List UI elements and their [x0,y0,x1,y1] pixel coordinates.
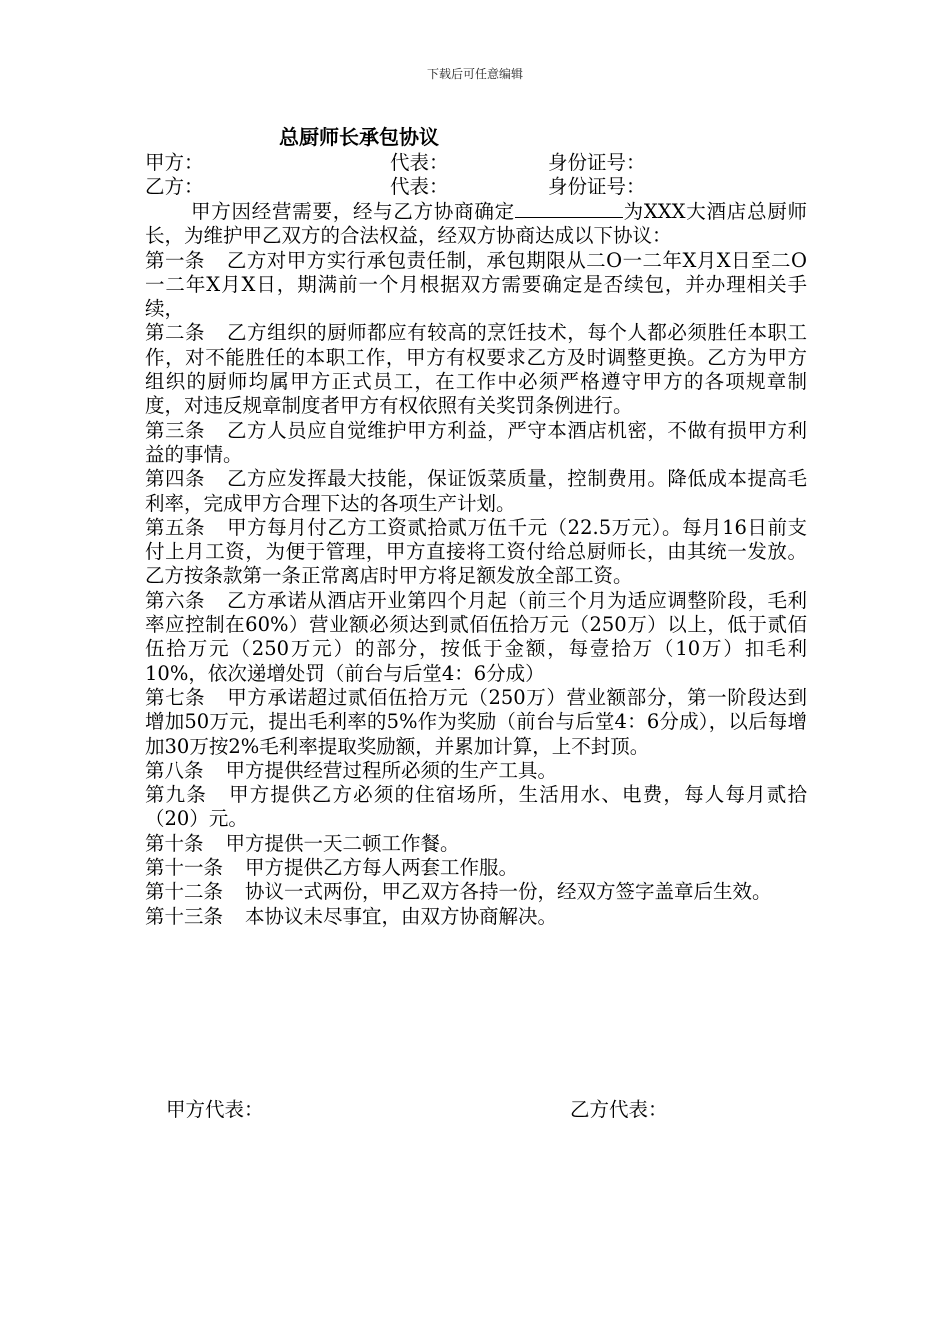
page-header-note: 下载后可任意编辑 [426,67,523,81]
article-label: 第二条 [145,321,206,345]
article-label: 第六条 [145,588,206,612]
article-text: 协议一式两份，甲乙双方各持一份，经双方签字盖章后生效。 [245,880,772,904]
intro-paragraph [145,198,807,249]
article-label: 第七条 [145,685,206,709]
party-a-rep-label: 代表： [390,151,449,174]
party-a-id-label: 身份证号： [548,151,646,174]
article-6 [145,589,807,686]
article-label: 第八条 [145,758,204,782]
article-1 [145,249,807,322]
intro-text-after: 为XXX大酒店总厨师长，为维护甲乙双方的合法权益，经双方协商达成以下协议： [145,200,807,248]
article-text: 乙方对甲方实行承包责任制，承包期限从二O一二年X月X日至二O一二年X月X日，期满前一个月根据双方需要确定是否续包，并办理相关手续， [145,248,807,321]
article-label: 第四条 [145,467,206,491]
article-2 [145,321,807,418]
agreement-body [145,198,807,929]
article-5 [145,516,807,589]
party-b-rep-label: 代表： [390,175,449,198]
party-b-signature-label: 乙方代表： [570,1098,668,1121]
article-10 [145,832,807,856]
article-label: 第十条 [145,831,204,855]
article-text: 乙方应发挥最大技能，保证饭菜质量，控制费用。降低成本提高毛利率，完成甲方合理下达的各项生产计划。 [145,467,807,515]
intro-text-before: 甲方因经营需要，经与乙方协商确定 [191,200,515,223]
document-title: 总厨师长承包协议 [279,125,439,149]
article-12 [145,880,807,904]
party-a-label: 甲方： [145,151,204,174]
article-label: 第一条 [145,248,205,272]
article-11 [145,856,807,880]
article-7 [145,686,807,759]
article-label: 第十一条 [145,856,224,880]
article-label: 第九条 [145,783,208,807]
article-text: 甲方提供一天二顿工作餐。 [225,831,460,855]
name-blank-line [515,198,623,218]
article-label: 第五条 [145,515,206,539]
party-b-id-label: 身份证号： [548,175,646,198]
article-9 [145,783,807,832]
article-4 [145,467,807,516]
article-text: 甲方提供经营过程所必须的生产工具。 [225,758,558,782]
article-text: 甲方每月付乙方工资贰拾贰万伍千元（22.5万元）。每月16日前支付上月工资，为便于管理，甲方直接将工资付给总厨师长，由其统一发放。乙方按条款第一条正常离店时甲方将足额发放全部工资。 [145,515,807,588]
signature-row [166,1097,726,1123]
article-text: 甲方提供乙方必须的住宿场所，生活用水、电费，每人每月贰拾（20）元。 [145,783,807,831]
article-label: 第十二条 [145,880,224,904]
party-b-row [145,174,825,200]
article-text: 甲方提供乙方每人两套工作服。 [245,856,519,880]
article-text: 乙方组织的厨师都应有较高的烹饪技术，每个人都必须胜任本职工作，对不能胜任的本职工作，甲方有权要求乙方及时调整更换。乙方为甲方组织的厨师均属甲方正式员工，在工作中必须严格遵守甲方的各项规章制度，对违反规章制度者甲方有权依照有关奖罚条例进行。 [145,321,807,418]
party-a-signature-label: 甲方代表： [166,1098,264,1121]
article-text: 乙方人员应自觉维护甲方利益，严守本酒店机密，不做有损甲方利益的事情。 [145,418,807,466]
article-8 [145,759,807,783]
party-b-label: 乙方： [145,175,204,198]
article-label: 第十三条 [145,904,224,928]
article-label: 第三条 [145,418,206,442]
article-text: 甲方承诺超过贰佰伍拾万元（250万）营业额部分，第一阶段达到增加50万元，提出毛利率的5%作为奖励（前台与后堂4：6分成），以后每增加30万按2%毛利率提取奖励额，并累加计算，上不封顶。 [145,685,807,758]
party-a-row [145,150,825,176]
article-13 [145,905,807,929]
article-3 [145,419,807,468]
article-text: 乙方承诺从酒店开业第四个月起（前三个月为适应调整阶段，毛利率应控制在60%）营业额必须达到贰佰伍拾万元（250万）以上，低于贰佰伍拾万元（250万元）的部分，按低于金额，每壹拾万（10万）扣毛利10%，依次递增处罚（前台与后堂4：6分成） [145,588,807,685]
article-text: 本协议未尽事宜，由双方协商解决。 [245,904,558,928]
